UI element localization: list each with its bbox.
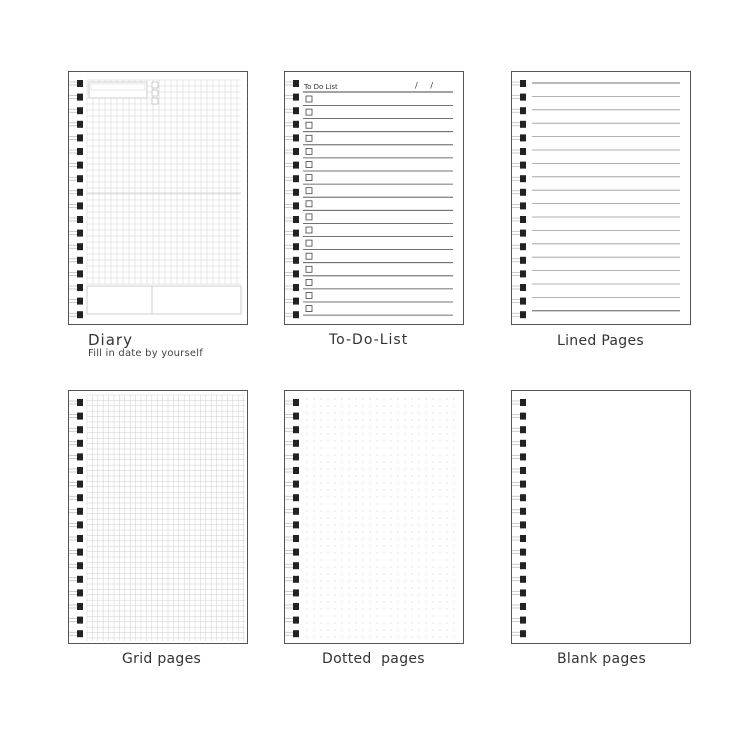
notebook-blank xyxy=(511,390,691,644)
todo-page-header: To Do List xyxy=(304,83,338,91)
diary-page-graphic xyxy=(69,72,248,325)
grid-page-graphic xyxy=(69,391,248,644)
todo-date-marks: / / xyxy=(415,81,434,90)
caption-lined: Lined Pages xyxy=(557,333,644,349)
caption-grid: Grid pages xyxy=(122,651,202,667)
todo-page-graphic xyxy=(285,72,464,325)
notebook-diary xyxy=(68,71,248,325)
caption-dotted: Dotted pages xyxy=(322,651,425,667)
notebook-grid xyxy=(68,390,248,644)
caption-todo: To-Do-List xyxy=(329,332,409,348)
notebook-todo xyxy=(284,71,464,325)
caption-diary: Diary xyxy=(88,331,133,349)
lined-page-graphic xyxy=(512,72,691,325)
dotted-page-graphic xyxy=(285,391,464,644)
notebook-lined xyxy=(511,71,691,325)
caption-blank: Blank pages xyxy=(557,651,647,667)
subcaption-diary: Fill in date by yourself xyxy=(88,348,203,359)
notebook-dotted xyxy=(284,390,464,644)
blank-page-graphic xyxy=(512,391,691,644)
